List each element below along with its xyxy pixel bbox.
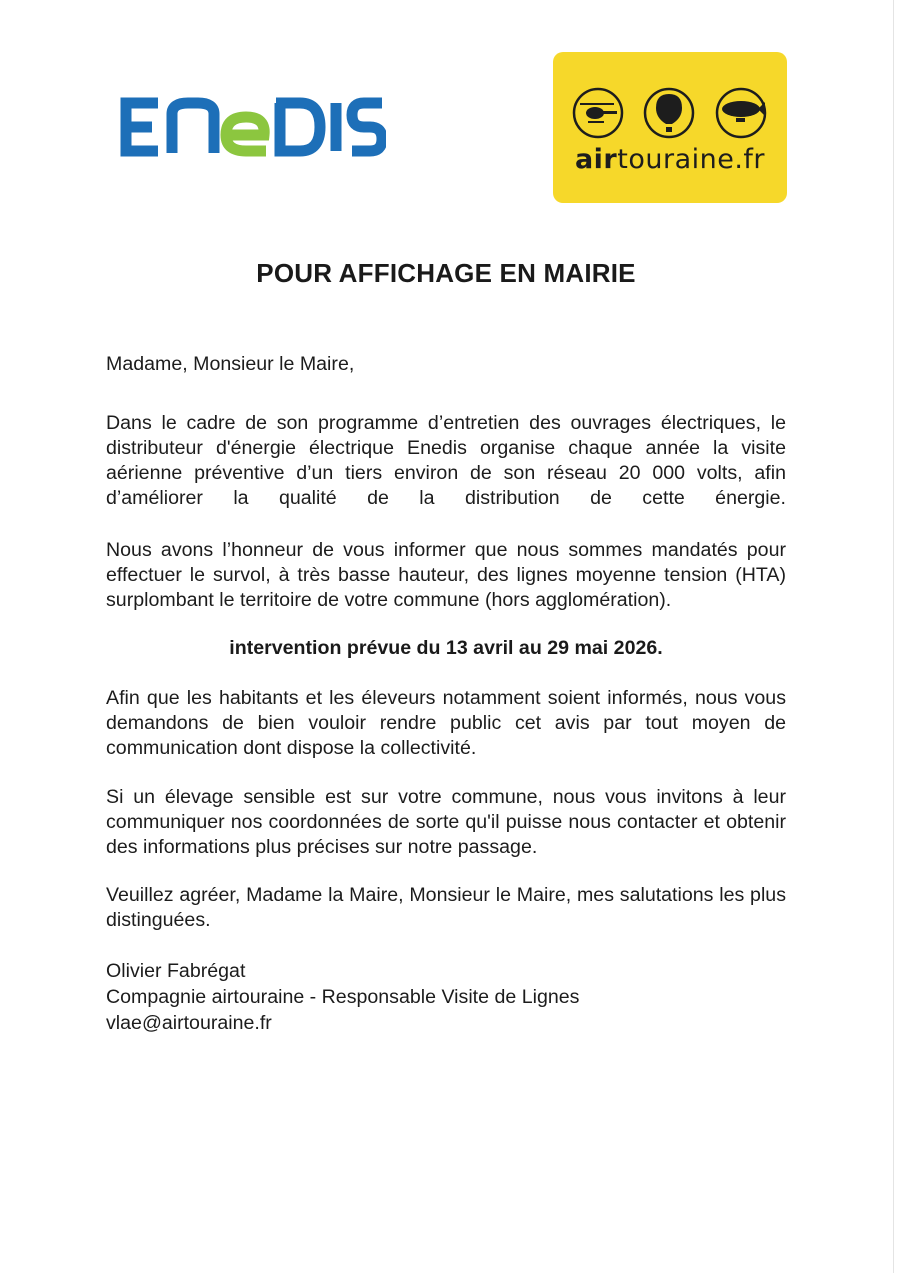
paragraph-livestock xyxy=(106,785,786,860)
page-title: POUR AFFICHAGE EN MAIRIE xyxy=(256,258,636,288)
paragraph-program xyxy=(106,411,786,511)
airtouraine-wordmark xyxy=(553,144,787,175)
paragraph-mandate-text: Nous avons l’honneur de vous informer que nous sommes mandatés pour effectuer le survol, à très basse hauteur, des lignes moyenne tension (HTA) surplombant le territoire de votre commune (hors agglomération). xyxy=(106,539,786,611)
airship-icon xyxy=(722,101,765,122)
enedis-logo xyxy=(114,92,386,162)
salutation-text: Madame, Monsieur le Maire, xyxy=(106,353,355,375)
paragraph-mandate xyxy=(106,538,786,613)
paragraph-closing xyxy=(106,883,786,933)
salutation xyxy=(106,352,786,377)
wordmark-touraine: touraine.fr xyxy=(617,144,766,175)
page-edge xyxy=(893,0,894,1273)
paragraph-publicize-text: Afin que les habitants et les éleveurs notamment soient informés, nous vous demandons de bien vouloir rendre public cet avis par tout moyen de communication dont dispose la collectivité. xyxy=(106,687,786,759)
helicopter-icon xyxy=(580,103,617,123)
intervention-dates: intervention prévue du 13 avril au 29 mai 2026. xyxy=(229,637,663,659)
signature-block xyxy=(106,958,786,1036)
paragraph-publicize xyxy=(106,686,786,761)
aircraft-icons xyxy=(571,86,771,140)
signature-email: vlae@airtouraine.fr xyxy=(106,1012,272,1034)
airtouraine-logo xyxy=(553,52,787,203)
paragraph-closing-text: Veuillez agréer, Madame la Maire, Monsieur le Maire, mes salutations les plus distinguées. xyxy=(106,884,786,931)
signature-name: Olivier Fabrégat xyxy=(106,960,246,982)
paragraph-livestock-text: Si un élevage sensible est sur votre commune, nous vous invitons à leur communiquer nos coordonnées de sorte qu'il puisse nous contacter et obtenir des informations plus précises sur notre passage. xyxy=(106,786,786,858)
wordmark-air: air xyxy=(574,144,618,175)
balloon-icon xyxy=(656,94,682,132)
paragraph-program-text: Dans le cadre de son programme d’entretien des ouvrages électriques, le distributeur d'énergie électrique Enedis organise chaque année la visite aérienne préventive d’un tiers environ de son réseau 20 000 volts, afin d’améliorer la qualité de la distribution de cette énergie. xyxy=(106,412,786,509)
signature-role: Compagnie airtouraine - Responsable Visite de Lignes xyxy=(106,986,580,1008)
